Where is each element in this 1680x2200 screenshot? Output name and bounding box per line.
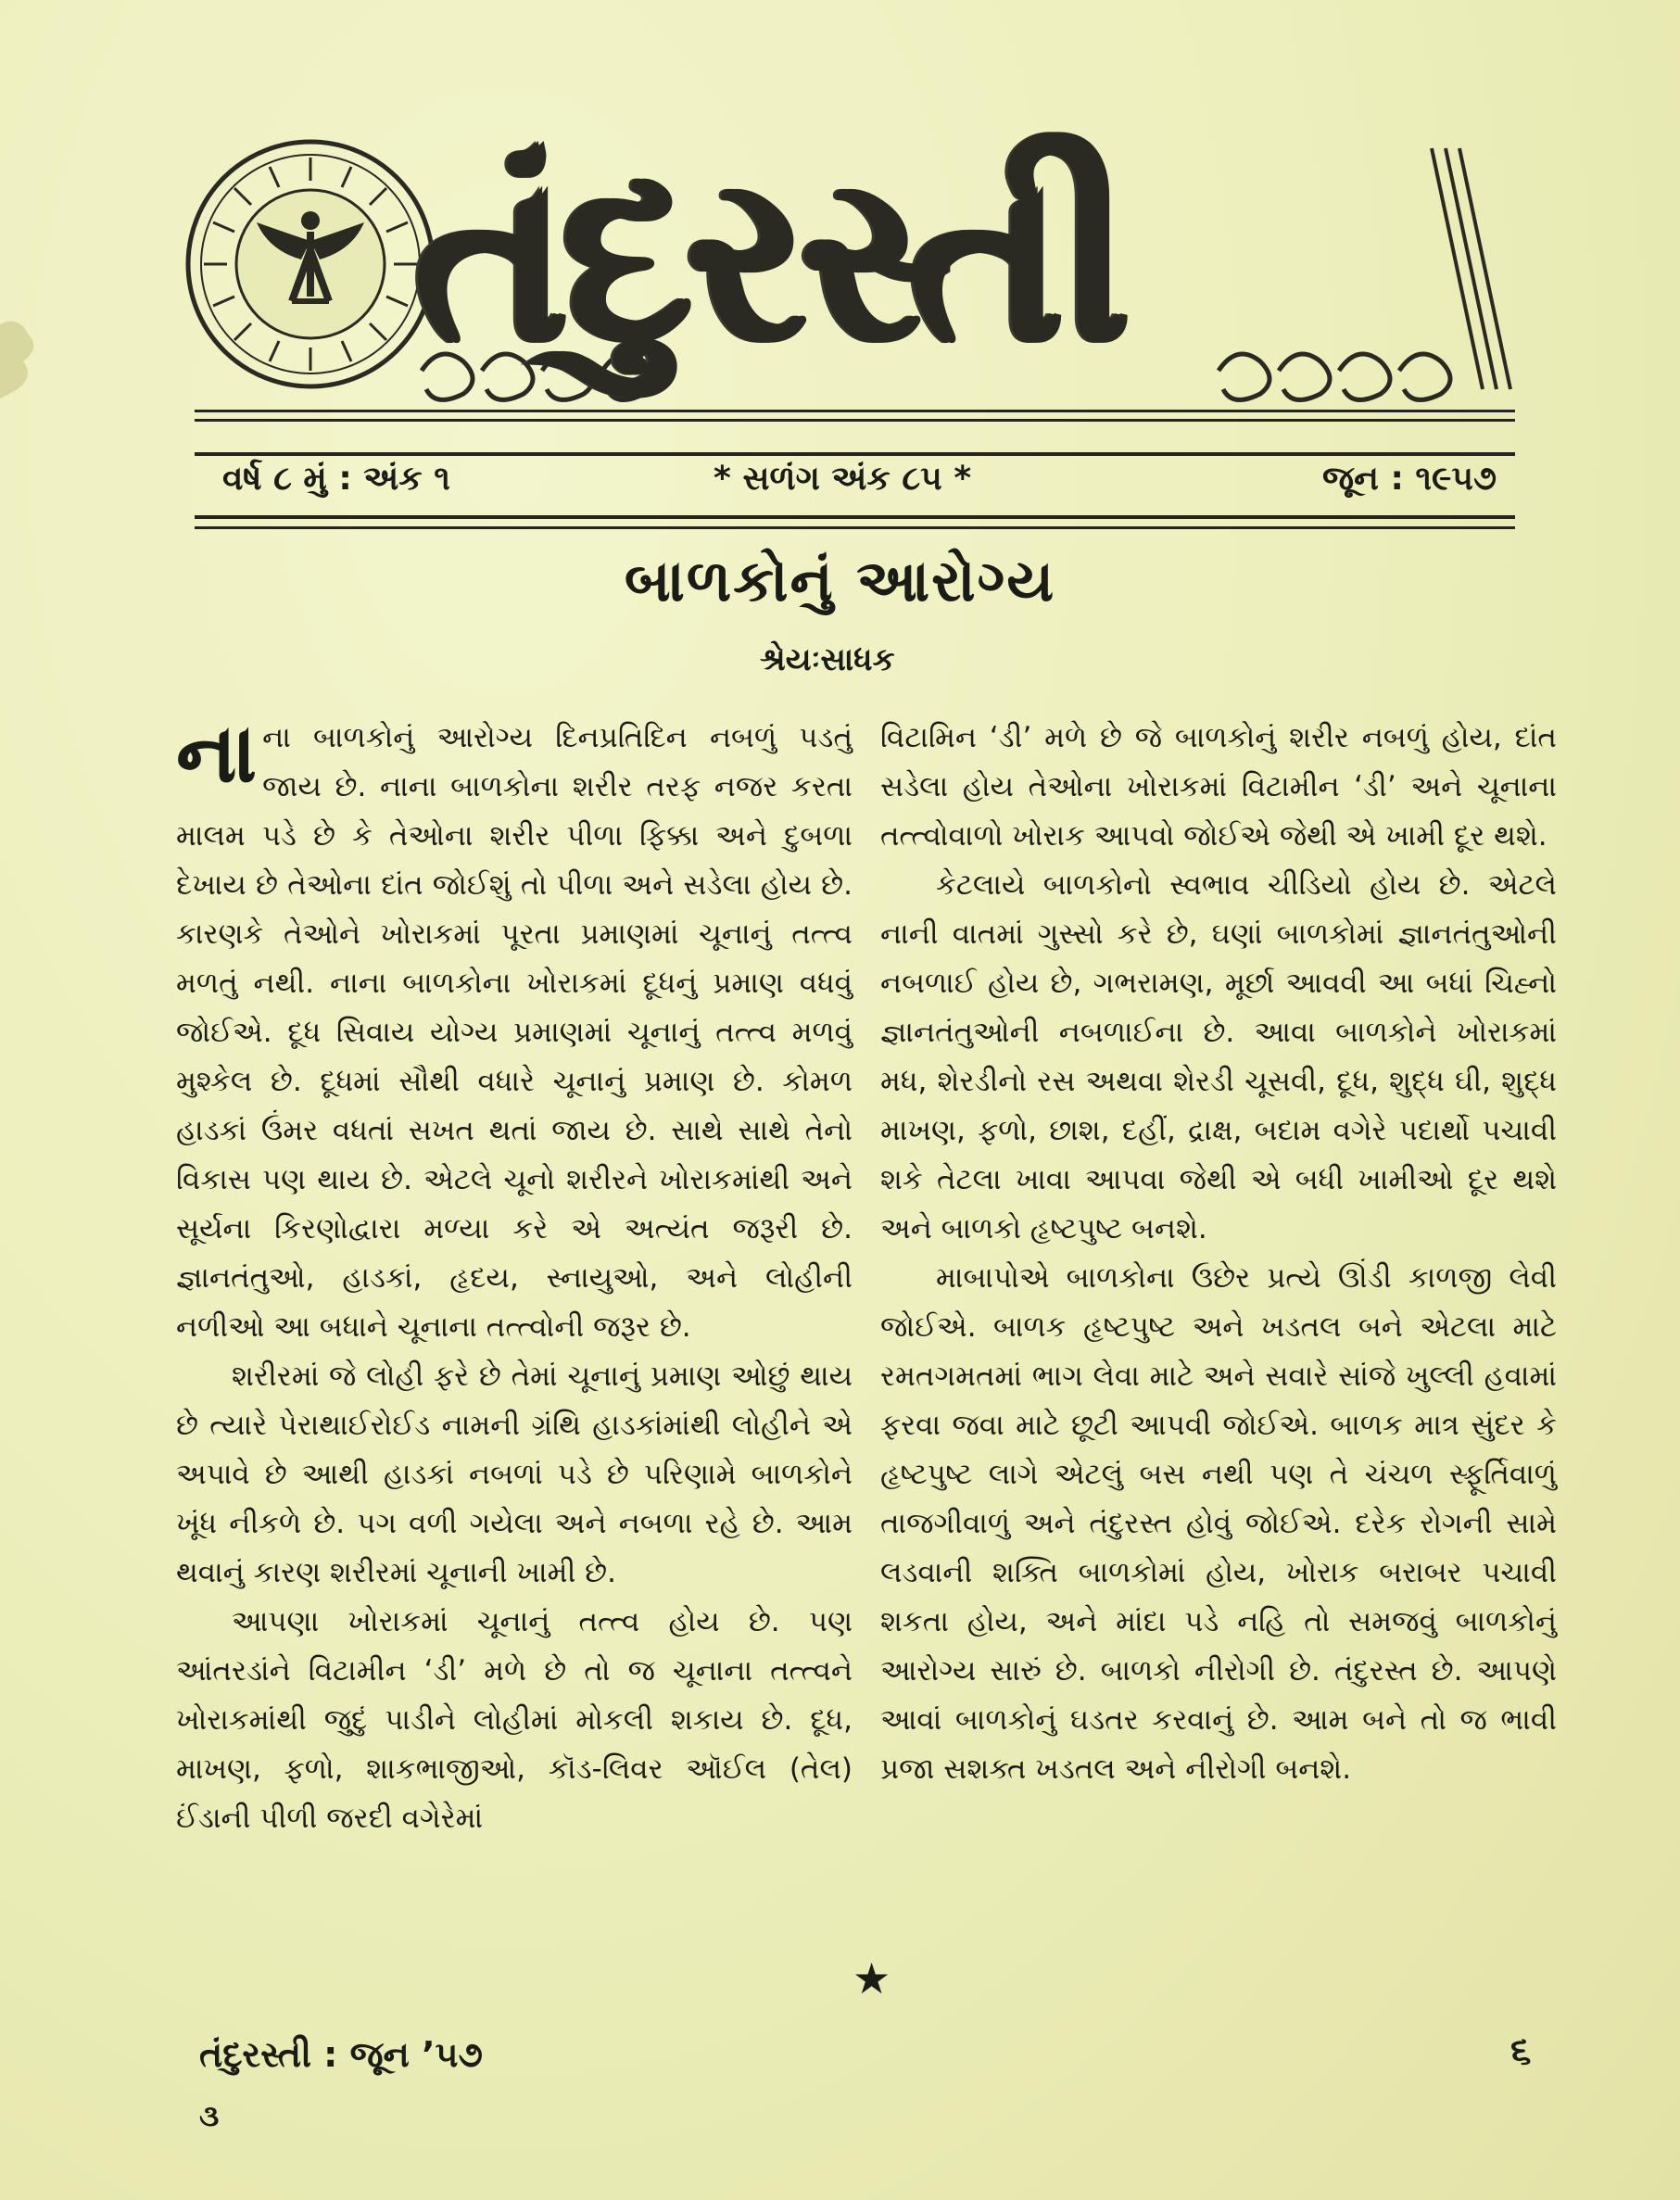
masthead-title: તંદુરસ્તી xyxy=(412,124,1122,394)
article-column-left xyxy=(176,705,853,1843)
star-icon: ★ xyxy=(853,1953,891,2004)
masthead-rule-1 xyxy=(195,410,1515,412)
paragraph: આપણા ખોરાકમાં ચૂનાનું તત્ત્વ હોય છે. પણ આંતરડાંને વિટામીન ‘ડી’ મળે છે તો જ ચૂનાના તત્ત્વને ખોરાકમાંથી જુદું પાડીને લોહીમાં મોકલી શકાય છે. દૂધ, માખણ, ફળો, શાકભાજીઓ, કૉડ-લિવર ઑઈલ (તેલ) ઈંડાની પીળી જરદી વગેરેમાં xyxy=(176,1605,853,1835)
footer-page-number: ૬ xyxy=(1510,2029,1532,2072)
paragraph: માબાપોએ બાળકોના ઉછેર પ્રત્યે ઊંડી કાળજી લેવી જોઈએ. બાળક હૃષ્ટપુષ્ટ અને ખડતલ બને એટલા માટે રમતગમતમાં ભાગ લેવા માટે અને સવારે સાંજે ખુલ્લી હવામાં ફરવા જવા માટે છૂટી આપવી જોઈએ. બાળક માત્ર સુંદર કે હૃષ્ટપુષ્ટ લાગે એટલું બસ નથી પણ તે ચંચળ સ્ફૂર્તિવાળું તાજગીવાળું અને તંદુરસ્ત હોવું જોઈએ. દરેક રોગની સામે લડવાની શક્તિ બાળકોમાં હોય, ખોરાક બરાબર પચાવી શકતા હોય, અને માંદા પડે નહિ તો સમજવું બાળકોનું આરોગ્ય સારું છે. બાળકો નીરોગી છે. તંદુરસ્ત છે. આપણે આવાં બાળકોનું ઘડતર કરવાનું છે. આમ બને તો જ ભાવી પ્રજા સશક્ત ખડતલ અને નીરોગી બનશે. xyxy=(880,1261,1557,1786)
issue-volume: વર્ષ ૮ મું : અંક ૧ xyxy=(222,460,450,498)
footer-issue-label: તંદુરસ્તી : જૂન ’૫૭ xyxy=(199,2034,483,2075)
article-author: શ્રેયઃસાધક xyxy=(760,641,895,678)
drop-cap: ના xyxy=(176,705,258,801)
masthead-rule-2 xyxy=(195,419,1515,422)
paragraph: શરીરમાં જે લોહી ફરે છે તેમાં ચૂનાનું પ્રમાણ ઓછું થાય છે ત્યારે પેરાથાઈરોઈડ નામની ગ્રંથિ હાડકાંમાંથી લોહીને એ અપાવે છે આથી હાડકાં નબળાં પડે છે પરિણામે બાળકોને ખૂંધ નીકળે છે. પગ વળી ગયેલા અને નબળા રહે છે. આમ થવાનું કારણ શરીરમાં ચૂનાની ખામી છે. xyxy=(176,1359,853,1589)
winged-figure-emblem-icon xyxy=(181,111,440,417)
paragraph: નાના બાળકોનું આરોગ્ય દિનપ્રતિદિન નબળું પડતું જાય છે. નાના બાળકોના શરીર તરફ નજર કરતા માલમ પડે છે કે તેઓના શરીર પીળા ફિક્કા અને દુબળા દેખાય છે તેઓના દાંત જોઈશું તો પીળા અને સડેલા હોય છે. કારણકે તેઓને ખોરાકમાં પૂરતા પ્રમાણમાં ચૂનાનું તત્ત્વ મળતું નથી. નાના બાળકોના ખોરાકમાં દૂધનું પ્રમાણ વધવું જોઈએ. દૂધ સિવાય યોગ્ય પ્રમાણમાં ચૂનાનું તત્ત્વ મળવું મુશ્કેલ છે. દૂધમાં સૌથી વધારે ચૂનાનું પ્રમાણ છે. કોમળ હાડકાં ઉંમર વધતાં સખત થતાં જાય છે. સાથે સાથે તેનો વિકાસ પણ થાય છે. એટલે ચૂનો શરીરને ખોરાકમાંથી અને સૂર્યના કિરણોદ્વારા મળ્યા કરે એ અત્યંત જરૂરી છે. જ્ઞાનતંતુઓ, હાડકાં, હૃદય, સ્નાયુઓ, અને લોહીની નળીઓ આ બધાને ચૂનાના તત્ત્વોની જરૂર છે. xyxy=(176,705,853,1344)
article-title: બાળકોનું આરોગ્ય xyxy=(624,547,1056,614)
masthead xyxy=(181,111,1515,445)
paragraph: વિટામિન ‘ડી’ મળે છે જે બાળકોનું શરીર નબળું હોય, દાંત સડેલા હોય તેઓના ખોરાકમાં વિટામીન ‘ડી’ અને ચૂનાના તત્ત્વોવાળો ખોરાક આપવો જોઈએ જેથી એ ખામી દૂર થશે. xyxy=(880,721,1557,853)
masthead-rule-3 xyxy=(195,452,1515,456)
article-column-right xyxy=(880,714,1557,1794)
issue-serial: * સળંગ અંક ૮૫ * xyxy=(714,460,972,498)
issue-rule-2 xyxy=(195,526,1515,529)
footer-sheet-number: ૩ xyxy=(199,2098,220,2133)
issue-date: જૂન : ૧૯૫૭ xyxy=(1322,460,1497,498)
issue-info-row xyxy=(195,460,1515,515)
issue-rule-1 xyxy=(195,515,1515,519)
torn-edge-mark xyxy=(0,315,56,398)
paragraph: કેટલાયે બાળકોનો સ્વભાવ ચીડિયો હોય છે. એટલે નાની વાતમાં ગુસ્સો કરે છે, ઘણાં બાળકોમાં જ્ઞાનતંતુઓની નબળાઈ હોય છે, ગભરામણ, મૂર્છા આવવી આ બધાં ચિહ્નો જ્ઞાનતંતુઓની નબળાઈના છે. આવા બાળકોને ખોરાકમાં મધ, શેરડીનો રસ અથવા શેરડી ચૂસવી, દૂધ, શુદ્ધ ઘી, શુદ્ધ માખણ, ફળો, છાશ, દહીં, દ્રાક્ષ, બદામ વગેરે પદાર્થો પચાવી શકે તેટલા ખાવા આપવા જેથી એ બધી ખામીઓ દૂર થશે અને બાળકો હૃષ્ટપુષ્ટ બનશે. xyxy=(880,868,1557,1245)
